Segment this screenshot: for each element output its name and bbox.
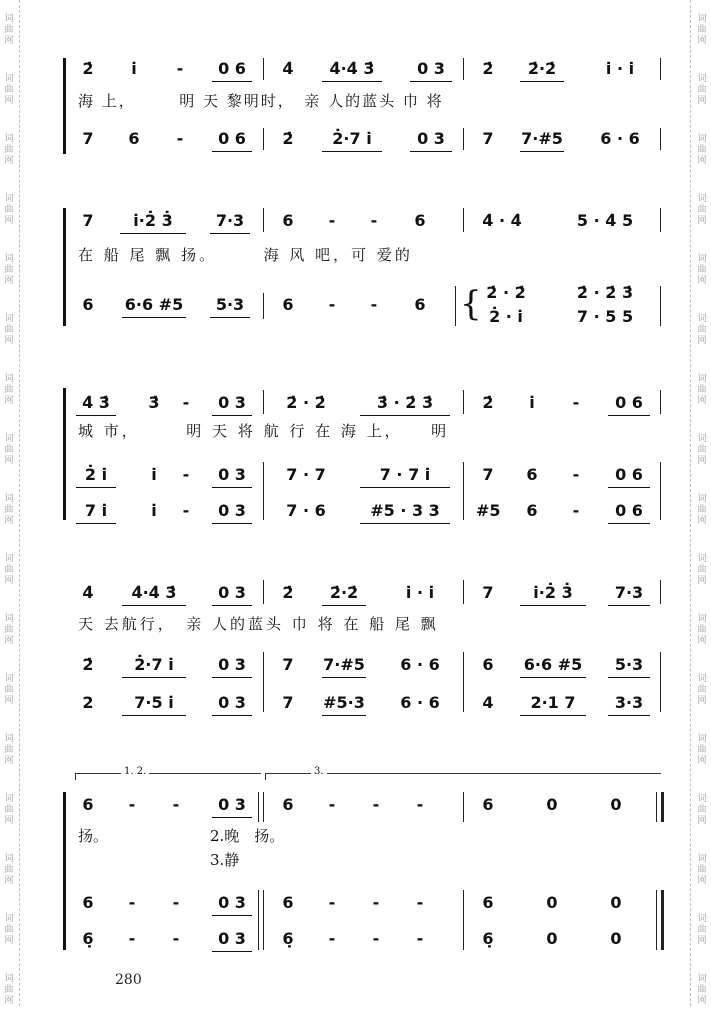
- watermark-char: 曲: [697, 744, 707, 755]
- lyric-text: 天 去航行， 亲 人的蓝头 巾 将 在 船 尾 飘: [78, 615, 439, 633]
- note: 6·6 #5: [520, 653, 586, 678]
- note: 6 · 6: [600, 129, 640, 148]
- watermark-char: 曲: [4, 744, 14, 755]
- dash: -: [172, 929, 180, 948]
- note: 6: [414, 295, 426, 314]
- watermark-char: 词: [4, 433, 14, 444]
- note: #5: [476, 501, 501, 520]
- note: 7 · 5 5: [576, 307, 634, 326]
- watermark-char: 词: [4, 313, 14, 324]
- note: 7·#5: [322, 653, 366, 678]
- dash: -: [182, 501, 190, 520]
- note: 6 · 6: [400, 693, 440, 712]
- note: 2̇ · 2̇ 3̇: [576, 283, 634, 302]
- note: 4̇ 3̇: [76, 391, 116, 416]
- note: 0 3: [410, 57, 452, 82]
- watermark-glyph-group: [0, 0, 18, 60]
- note: 2̇·7 i̇: [322, 127, 382, 152]
- dash: -: [182, 393, 190, 412]
- note: 6̣: [82, 929, 94, 948]
- watermark-char: 词: [4, 793, 14, 804]
- watermark-char: 网: [4, 995, 14, 1006]
- dash: -: [328, 893, 336, 912]
- note: 5·3: [608, 653, 650, 678]
- watermark-char: 曲: [4, 204, 14, 215]
- watermark-char: 词: [697, 793, 707, 804]
- note: 6: [482, 795, 494, 814]
- watermark-char: 网: [697, 515, 707, 526]
- note: 6: [282, 295, 294, 314]
- watermark-char: 曲: [4, 324, 14, 335]
- note: 0 6: [212, 127, 252, 152]
- note: 2̇: [82, 59, 94, 78]
- note: 2̇·7 i̇: [122, 653, 186, 678]
- watermark-char: 曲: [4, 264, 14, 275]
- note: 0 3: [212, 653, 252, 678]
- harmony-row: [0, 463, 711, 487]
- watermark-char: 网: [4, 815, 14, 826]
- note: 0: [546, 795, 558, 814]
- watermark-char: 网: [4, 455, 14, 466]
- note: i̇: [131, 59, 137, 78]
- note: 7: [82, 211, 94, 230]
- watermark-char: 词: [697, 853, 707, 864]
- watermark-char: 曲: [4, 804, 14, 815]
- watermark-char: 网: [697, 455, 707, 466]
- watermark-char: 曲: [4, 624, 14, 635]
- note: 6·6 #5: [122, 293, 186, 318]
- harmony-row: [0, 891, 711, 915]
- dash: -: [128, 929, 136, 948]
- watermark-char: 曲: [4, 564, 14, 575]
- watermark-char: 词: [4, 973, 14, 984]
- note: 4̇ · 4̇: [482, 211, 522, 230]
- watermark-glyph-group: [0, 960, 18, 1020]
- watermark-char: 词: [697, 73, 707, 84]
- note: 0 6: [608, 391, 650, 416]
- note: 7: [82, 129, 94, 148]
- note: i̇ · i̇: [605, 59, 635, 78]
- dash: -: [176, 129, 184, 148]
- watermark-char: 词: [697, 913, 707, 924]
- watermark-char: 词: [697, 13, 707, 24]
- watermark-char: 网: [697, 95, 707, 106]
- melody-row: [0, 581, 711, 605]
- watermark-char: 网: [4, 635, 14, 646]
- dash: -: [176, 59, 184, 78]
- watermark-char: 网: [4, 395, 14, 406]
- note: 7: [282, 655, 294, 674]
- note: 7·3: [210, 209, 250, 234]
- note: 0: [610, 795, 622, 814]
- note: i̇·2̇ 3̇: [120, 209, 186, 234]
- note: 6̣: [482, 929, 494, 948]
- watermark-char: 网: [697, 215, 707, 226]
- watermark-char: 网: [4, 755, 14, 766]
- watermark-char: 网: [697, 695, 707, 706]
- note: 2̇ i̇: [76, 463, 116, 488]
- note: 4̇·4̇ 3̇: [122, 581, 186, 606]
- watermark-char: 曲: [4, 684, 14, 695]
- note: 6: [282, 893, 294, 912]
- dash: -: [172, 893, 180, 912]
- note: 0: [610, 893, 622, 912]
- dash: -: [572, 465, 580, 484]
- note: 0 6: [608, 463, 650, 488]
- watermark-char: 网: [4, 275, 14, 286]
- watermark-char: 词: [4, 733, 14, 744]
- dash: -: [172, 795, 180, 814]
- watermark-char: 曲: [697, 564, 707, 575]
- watermark-char: 曲: [4, 444, 14, 455]
- note: 6: [82, 893, 94, 912]
- watermark-char: 网: [4, 935, 14, 946]
- note: 2·1 7: [520, 691, 586, 716]
- watermark-char: 曲: [4, 24, 14, 35]
- watermark-char: 词: [4, 133, 14, 144]
- note: 0 3: [410, 127, 452, 152]
- watermark-char: 词: [697, 553, 707, 564]
- watermark-char: 词: [697, 493, 707, 504]
- note: 0: [546, 893, 558, 912]
- watermark-char: 曲: [4, 384, 14, 395]
- note: 7·5 i̇: [122, 691, 186, 716]
- note: 0 3: [212, 691, 252, 716]
- bass-row: [0, 924, 711, 951]
- lyric-row: [0, 419, 711, 443]
- dash: -: [328, 929, 336, 948]
- watermark-char: 词: [697, 373, 707, 384]
- watermark-glyph-group: [693, 960, 711, 1020]
- note: 0: [546, 929, 558, 948]
- watermark-char: 曲: [697, 984, 707, 995]
- watermark-char: 曲: [697, 144, 707, 155]
- note: 6: [526, 465, 538, 484]
- watermark-glyph-group: [693, 720, 711, 780]
- watermark-char: 网: [4, 335, 14, 346]
- note: 6: [482, 655, 494, 674]
- note: 6: [482, 893, 494, 912]
- note: 6: [526, 501, 538, 520]
- watermark-char: 词: [697, 133, 707, 144]
- dash: -: [416, 893, 424, 912]
- watermark-char: 网: [697, 335, 707, 346]
- watermark-char: 网: [4, 695, 14, 706]
- bass-row: [0, 691, 711, 715]
- watermark-char: 词: [697, 973, 707, 984]
- watermark-char: 网: [697, 875, 707, 886]
- note: 6 · 6: [400, 655, 440, 674]
- lyric-row: [0, 89, 711, 113]
- watermark-char: 网: [697, 995, 707, 1006]
- watermark-char: 词: [697, 433, 707, 444]
- note: i̇ · i̇: [405, 583, 435, 602]
- note: 5 · 4̇ 5: [576, 211, 634, 230]
- lyric-text: 海 上， 明 天 黎明时， 亲 人的蓝头 巾 将: [78, 92, 444, 110]
- note: 2̇ · i̇: [489, 307, 523, 326]
- note: 2̇·2̇: [520, 57, 564, 82]
- watermark-char: 词: [4, 853, 14, 864]
- melody-row: [0, 391, 711, 415]
- bass-row: [0, 499, 711, 523]
- lyric-row: [0, 824, 711, 848]
- harmony-row: [0, 653, 711, 677]
- note: 0 3: [212, 793, 252, 818]
- note: 2̇: [482, 59, 494, 78]
- watermark-char: 曲: [4, 504, 14, 515]
- note: 7: [482, 129, 494, 148]
- watermark-char: 曲: [697, 24, 707, 35]
- watermark-char: 词: [4, 193, 14, 204]
- dash: -: [128, 893, 136, 912]
- note: 3·3: [608, 691, 650, 716]
- note: 0: [610, 929, 622, 948]
- watermark-char: 网: [4, 155, 14, 166]
- watermark-char: 曲: [697, 504, 707, 515]
- note: 0 3: [212, 463, 252, 488]
- watermark-char: 词: [697, 613, 707, 624]
- dash: -: [128, 795, 136, 814]
- divisi-lower-row: [0, 305, 711, 329]
- dash: -: [182, 465, 190, 484]
- note: 0 6: [212, 57, 252, 82]
- note: 2̇: [482, 393, 494, 412]
- watermark-char: 网: [4, 215, 14, 226]
- watermark-char: 曲: [697, 924, 707, 935]
- note: 6: [128, 129, 140, 148]
- note: 7 i̇: [76, 499, 116, 524]
- watermark-char: 网: [4, 575, 14, 586]
- watermark-char: 曲: [4, 84, 14, 95]
- lyric-row: [0, 612, 711, 636]
- melody-row: [0, 57, 711, 81]
- watermark-char: 曲: [697, 444, 707, 455]
- dash: -: [372, 893, 380, 912]
- note: i̇: [529, 393, 535, 412]
- note: 2̇: [282, 129, 294, 148]
- note: 5·3: [210, 293, 250, 318]
- page-number: 280: [115, 972, 142, 988]
- watermark-char: 词: [4, 913, 14, 924]
- dash: -: [370, 211, 378, 230]
- note: 7·3: [608, 581, 650, 606]
- watermark-char: 曲: [697, 384, 707, 395]
- note: 2̇ · 2̇: [486, 283, 526, 302]
- dash: -: [372, 795, 380, 814]
- watermark-char: 网: [697, 635, 707, 646]
- lyric-row: [0, 243, 711, 267]
- note: 0 3: [212, 391, 252, 416]
- note: #5 · 3 3: [360, 499, 450, 524]
- watermark-char: 词: [4, 553, 14, 564]
- note: 2̇: [82, 655, 94, 674]
- watermark-char: 词: [697, 253, 707, 264]
- note: 6: [282, 795, 294, 814]
- watermark-glyph-group: [693, 0, 711, 60]
- note: 7·#5: [520, 127, 564, 152]
- note: 7: [282, 693, 294, 712]
- watermark-char: 词: [4, 373, 14, 384]
- watermark-glyph-group: [0, 720, 18, 780]
- watermark-char: 词: [4, 613, 14, 624]
- note: 2̇ · 2̇: [286, 393, 326, 412]
- note: 4: [482, 693, 494, 712]
- dash: -: [328, 295, 336, 314]
- lyric-text: 城 市， 明 天 将 航 行 在 海 上， 明: [78, 422, 450, 440]
- note: 7: [482, 583, 494, 602]
- watermark-char: 网: [697, 275, 707, 286]
- divisi-upper-row: [0, 281, 711, 305]
- watermark-char: 词: [697, 733, 707, 744]
- brace-symbol: {: [460, 284, 482, 324]
- note: i̇: [151, 501, 157, 520]
- note: 0 3: [212, 927, 252, 952]
- dash: -: [372, 929, 380, 948]
- watermark-char: 曲: [697, 804, 707, 815]
- dash: -: [572, 501, 580, 520]
- note: 7: [482, 465, 494, 484]
- dash: -: [328, 795, 336, 814]
- volta-second-ending: 3.: [265, 773, 661, 780]
- watermark-char: 网: [697, 395, 707, 406]
- dash: -: [328, 211, 336, 230]
- watermark-char: 曲: [697, 324, 707, 335]
- note: 0 3: [212, 499, 252, 524]
- lyric-row-verse-3: [0, 848, 711, 872]
- note: 2̇·2̇: [322, 581, 366, 606]
- note: 4̇·4̇ 3̇: [322, 57, 382, 82]
- watermark-char: 词: [4, 493, 14, 504]
- watermark-char: 网: [697, 815, 707, 826]
- note: 6: [414, 211, 426, 230]
- watermark-char: 网: [4, 95, 14, 106]
- watermark-char: 词: [697, 313, 707, 324]
- watermark-char: 曲: [697, 84, 707, 95]
- note: 3̇: [148, 393, 160, 412]
- watermark-char: 曲: [697, 204, 707, 215]
- note: 6: [282, 211, 294, 230]
- watermark-char: 词: [697, 673, 707, 684]
- note: 4̇: [282, 59, 294, 78]
- note: 3̇ · 2̇ 3̇: [360, 391, 450, 416]
- watermark-char: 曲: [697, 264, 707, 275]
- watermark-char: 词: [4, 253, 14, 264]
- dash: -: [572, 393, 580, 412]
- note: 6: [82, 295, 94, 314]
- note: 2: [82, 693, 94, 712]
- note: 7 · 7 i̇: [360, 463, 450, 488]
- watermark-char: 曲: [4, 864, 14, 875]
- note: 0 3: [212, 581, 252, 606]
- dash: -: [370, 295, 378, 314]
- lyric-text: 3.静: [210, 851, 240, 869]
- watermark-char: 网: [4, 515, 14, 526]
- watermark-char: 网: [4, 875, 14, 886]
- note: 6̣: [282, 929, 294, 948]
- lyric-text: 2.晚 扬。: [210, 827, 285, 845]
- watermark-char: 曲: [697, 684, 707, 695]
- volta-first-ending: 1. 2.: [75, 773, 261, 780]
- watermark-char: 网: [697, 935, 707, 946]
- note: 7 · 7: [286, 465, 326, 484]
- harmony-row: [0, 127, 711, 151]
- watermark-char: 网: [697, 155, 707, 166]
- note: 2̇: [282, 583, 294, 602]
- lyric-text: 扬。: [78, 827, 109, 845]
- melody-row: [0, 209, 711, 233]
- watermark-char: 曲: [4, 924, 14, 935]
- watermark-char: 网: [697, 575, 707, 586]
- note: i̇·2̇ 3̇: [520, 581, 586, 606]
- watermark-char: 网: [4, 35, 14, 46]
- watermark-char: 曲: [697, 624, 707, 635]
- lyric-text: 在 船 尾 飘 扬。 海 风 吧，可 爱的: [78, 246, 413, 264]
- watermark-char: 网: [697, 755, 707, 766]
- note: #5·3: [322, 691, 366, 716]
- watermark-char: 词: [4, 13, 14, 24]
- note: i̇: [151, 465, 157, 484]
- note: 7 · 6: [286, 501, 326, 520]
- dash: -: [416, 795, 424, 814]
- watermark-char: 网: [697, 35, 707, 46]
- watermark-char: 曲: [4, 144, 14, 155]
- note: 4̇: [82, 583, 94, 602]
- note: 0 3: [212, 891, 252, 916]
- watermark-char: 词: [4, 73, 14, 84]
- watermark-char: 曲: [697, 864, 707, 875]
- melody-row: [0, 793, 711, 817]
- watermark-char: 曲: [4, 984, 14, 995]
- note: 6: [82, 795, 94, 814]
- note: 0 6: [608, 499, 650, 524]
- dash: -: [416, 929, 424, 948]
- watermark-char: 词: [4, 673, 14, 684]
- watermark-char: 词: [697, 193, 707, 204]
